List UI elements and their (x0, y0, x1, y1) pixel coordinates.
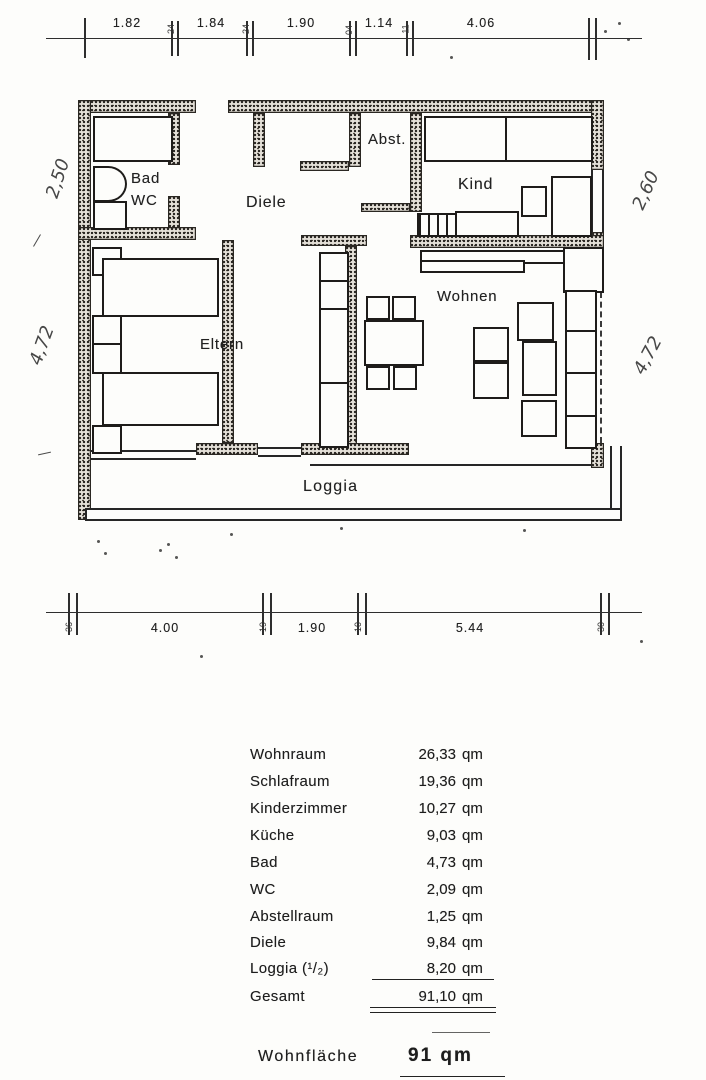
row-label: WC (250, 881, 276, 898)
wall-kitchen-foot (301, 443, 409, 455)
wall-abst-bottom (361, 203, 410, 212)
scan-speckle (167, 543, 170, 546)
scan-speckle (640, 640, 643, 643)
dimension-tick (412, 21, 414, 56)
dimension-value: 5.44 (455, 621, 485, 635)
scan-speckle (200, 655, 203, 658)
table-row (250, 800, 496, 820)
room-label-eltern: Eltern (200, 336, 244, 353)
wall-eltern-foot (196, 443, 258, 455)
handwritten-dim-left-top: 2,50 (41, 156, 75, 201)
sofa-section (563, 247, 604, 293)
room-label-kind: Kind (458, 176, 494, 193)
row-value: 9,03 (426, 827, 456, 844)
table-row (250, 908, 496, 928)
total-double-underline (370, 1007, 496, 1013)
row-label: Gesamt (250, 988, 305, 1005)
desk (455, 211, 519, 237)
scan-speckle (523, 529, 526, 532)
row-label: Kinderzimmer (250, 800, 348, 817)
dimension-tick (76, 593, 78, 635)
wall-thickness-value: 04 (344, 24, 355, 36)
row-unit: qm (462, 827, 483, 844)
wall-left (78, 100, 91, 520)
sofa-section (565, 415, 597, 449)
wall-thickness-value: 19 (258, 621, 269, 633)
table-row (250, 854, 496, 874)
scan-speckle (175, 556, 178, 559)
coffee-table (473, 362, 509, 399)
room-label-wc: WC (131, 192, 158, 209)
bottom-dimension-line (46, 612, 642, 613)
scan-speckle (104, 552, 107, 555)
armchair (521, 400, 557, 437)
dimension-value: 1.14 (364, 16, 394, 30)
wall-closet-stub-1 (253, 113, 265, 167)
row-value: 19,36 (418, 773, 456, 790)
bathtub (93, 116, 173, 162)
row-label: Bad (250, 854, 278, 871)
table-row (250, 746, 496, 766)
loggia-right-edge (610, 446, 622, 508)
dimension-tick (365, 593, 367, 635)
scan-line-artifact (432, 1032, 490, 1033)
radiator (417, 213, 459, 237)
row-unit: qm (462, 773, 483, 790)
loggia-underline (372, 979, 494, 980)
dining-chair (366, 296, 390, 320)
row-value: 1,25 (426, 908, 456, 925)
room-label-abst: Abst. (368, 131, 407, 148)
wall-thickness-value: 11 (400, 24, 411, 34)
bedside-shelf (92, 343, 122, 374)
room-label-bad: Bad (131, 170, 161, 187)
scan-speckle (450, 56, 453, 59)
armchair (517, 302, 554, 341)
row-unit: qm (462, 746, 483, 763)
stove-burner (319, 252, 349, 282)
row-unit: qm (462, 881, 483, 898)
wall-closet-stub-2 (349, 113, 361, 167)
row-label: Diele (250, 934, 287, 951)
row-label: Schlafraum (250, 773, 330, 790)
armchair (522, 341, 557, 396)
dimension-tick (595, 18, 597, 60)
wall-thickness-value: 36 (64, 621, 75, 633)
row-unit: qm (462, 800, 483, 817)
wohnen-window-dashed (600, 292, 602, 443)
parents-bed-1 (102, 258, 219, 317)
scan-speckle (230, 533, 233, 536)
scan-speckle (340, 527, 343, 530)
sofa-section (565, 330, 597, 378)
scan-speckle (159, 549, 162, 552)
sideboard (420, 260, 525, 273)
table-row (250, 934, 496, 954)
handwritten-tick (38, 452, 51, 456)
table-row (250, 881, 496, 901)
row-label: Loggia (¹/₂) (250, 960, 329, 977)
dimension-tick (588, 18, 590, 60)
child-bed (424, 116, 511, 162)
row-unit: qm (462, 960, 483, 977)
scan-speckle (618, 22, 621, 25)
row-unit: qm (462, 934, 483, 951)
row-value: 10,27 (418, 800, 456, 817)
row-label: Wohnraum (250, 746, 327, 763)
wall-thickness-value: 10 (353, 621, 364, 633)
dimension-value: 1.90 (286, 16, 316, 30)
row-unit: qm (462, 908, 483, 925)
dimension-tick (252, 21, 254, 56)
washbasin (93, 201, 127, 230)
dimension-tick (84, 18, 86, 58)
row-unit: qm (462, 988, 483, 1005)
wall-thickness-value: 30 (596, 621, 607, 633)
dining-chair (393, 366, 417, 390)
parents-bed-2 (102, 372, 219, 426)
footer-label: Wohnfläche (258, 1048, 359, 1065)
dining-table (364, 320, 424, 366)
wall-abst-right (410, 113, 422, 212)
scan-speckle (604, 30, 607, 33)
child-table (521, 186, 547, 217)
row-value: 8,20 (426, 960, 456, 977)
kitchen-counter (319, 308, 349, 384)
row-value: 2,09 (426, 881, 456, 898)
handwritten-dim-right-top: 2,60 (628, 167, 664, 214)
diele-loggia-door (258, 447, 301, 457)
child-bed (505, 116, 593, 162)
room-label-loggia: Loggia (303, 478, 359, 495)
handwritten-dim-left-mid: 4,72 (25, 323, 59, 368)
footer-underline (400, 1076, 505, 1077)
dimension-value: 4.00 (150, 621, 180, 635)
room-label-diele: Diele (246, 194, 287, 211)
row-unit: qm (462, 854, 483, 871)
table-row (250, 773, 496, 793)
handwritten-tick (33, 234, 41, 247)
dimension-value: 4.06 (466, 16, 496, 30)
kind-window (591, 170, 604, 232)
scan-speckle (627, 38, 630, 41)
wall-closet-bottom (300, 161, 349, 171)
wall-thickness-value: 24 (166, 23, 177, 35)
scan-speckle (97, 540, 100, 543)
row-value: 91,10 (418, 988, 456, 1005)
row-value: 4,73 (426, 854, 456, 871)
wall-thickness-value: 24 (241, 23, 252, 35)
dimension-value: 1.90 (297, 621, 327, 635)
row-label: Abstellraum (250, 908, 334, 925)
nightstand (92, 425, 122, 454)
kitchen-counter (319, 382, 349, 448)
table-row (250, 960, 496, 980)
dining-chair (366, 366, 390, 390)
wall-top-main (228, 100, 604, 113)
stove-burner (319, 280, 349, 310)
table-row (250, 827, 496, 847)
wardrobe (551, 176, 592, 237)
loggia-slab (85, 508, 622, 521)
row-label: Küche (250, 827, 295, 844)
dining-chair (392, 296, 416, 320)
dimension-value: 1.84 (196, 16, 226, 30)
dimension-tick (270, 593, 272, 635)
dimension-tick (177, 21, 179, 56)
dimension-tick (608, 593, 610, 635)
row-value: 9,84 (426, 934, 456, 951)
wohnen-loggia-door (310, 464, 591, 466)
room-label-wohnen: Wohnen (437, 288, 498, 305)
wall-kitchen-top (301, 235, 367, 246)
top-dimension-line (46, 38, 642, 39)
table-row-total (250, 988, 496, 1008)
dimension-value: 1.82 (112, 16, 142, 30)
footer-value: 91 qm (408, 1045, 473, 1066)
toilet (93, 166, 127, 202)
coffee-table (473, 327, 509, 362)
row-value: 26,33 (418, 746, 456, 763)
handwritten-dim-right-mid: 4,72 (629, 332, 667, 379)
sofa-section (565, 372, 597, 421)
wall-top-bad (78, 100, 196, 113)
